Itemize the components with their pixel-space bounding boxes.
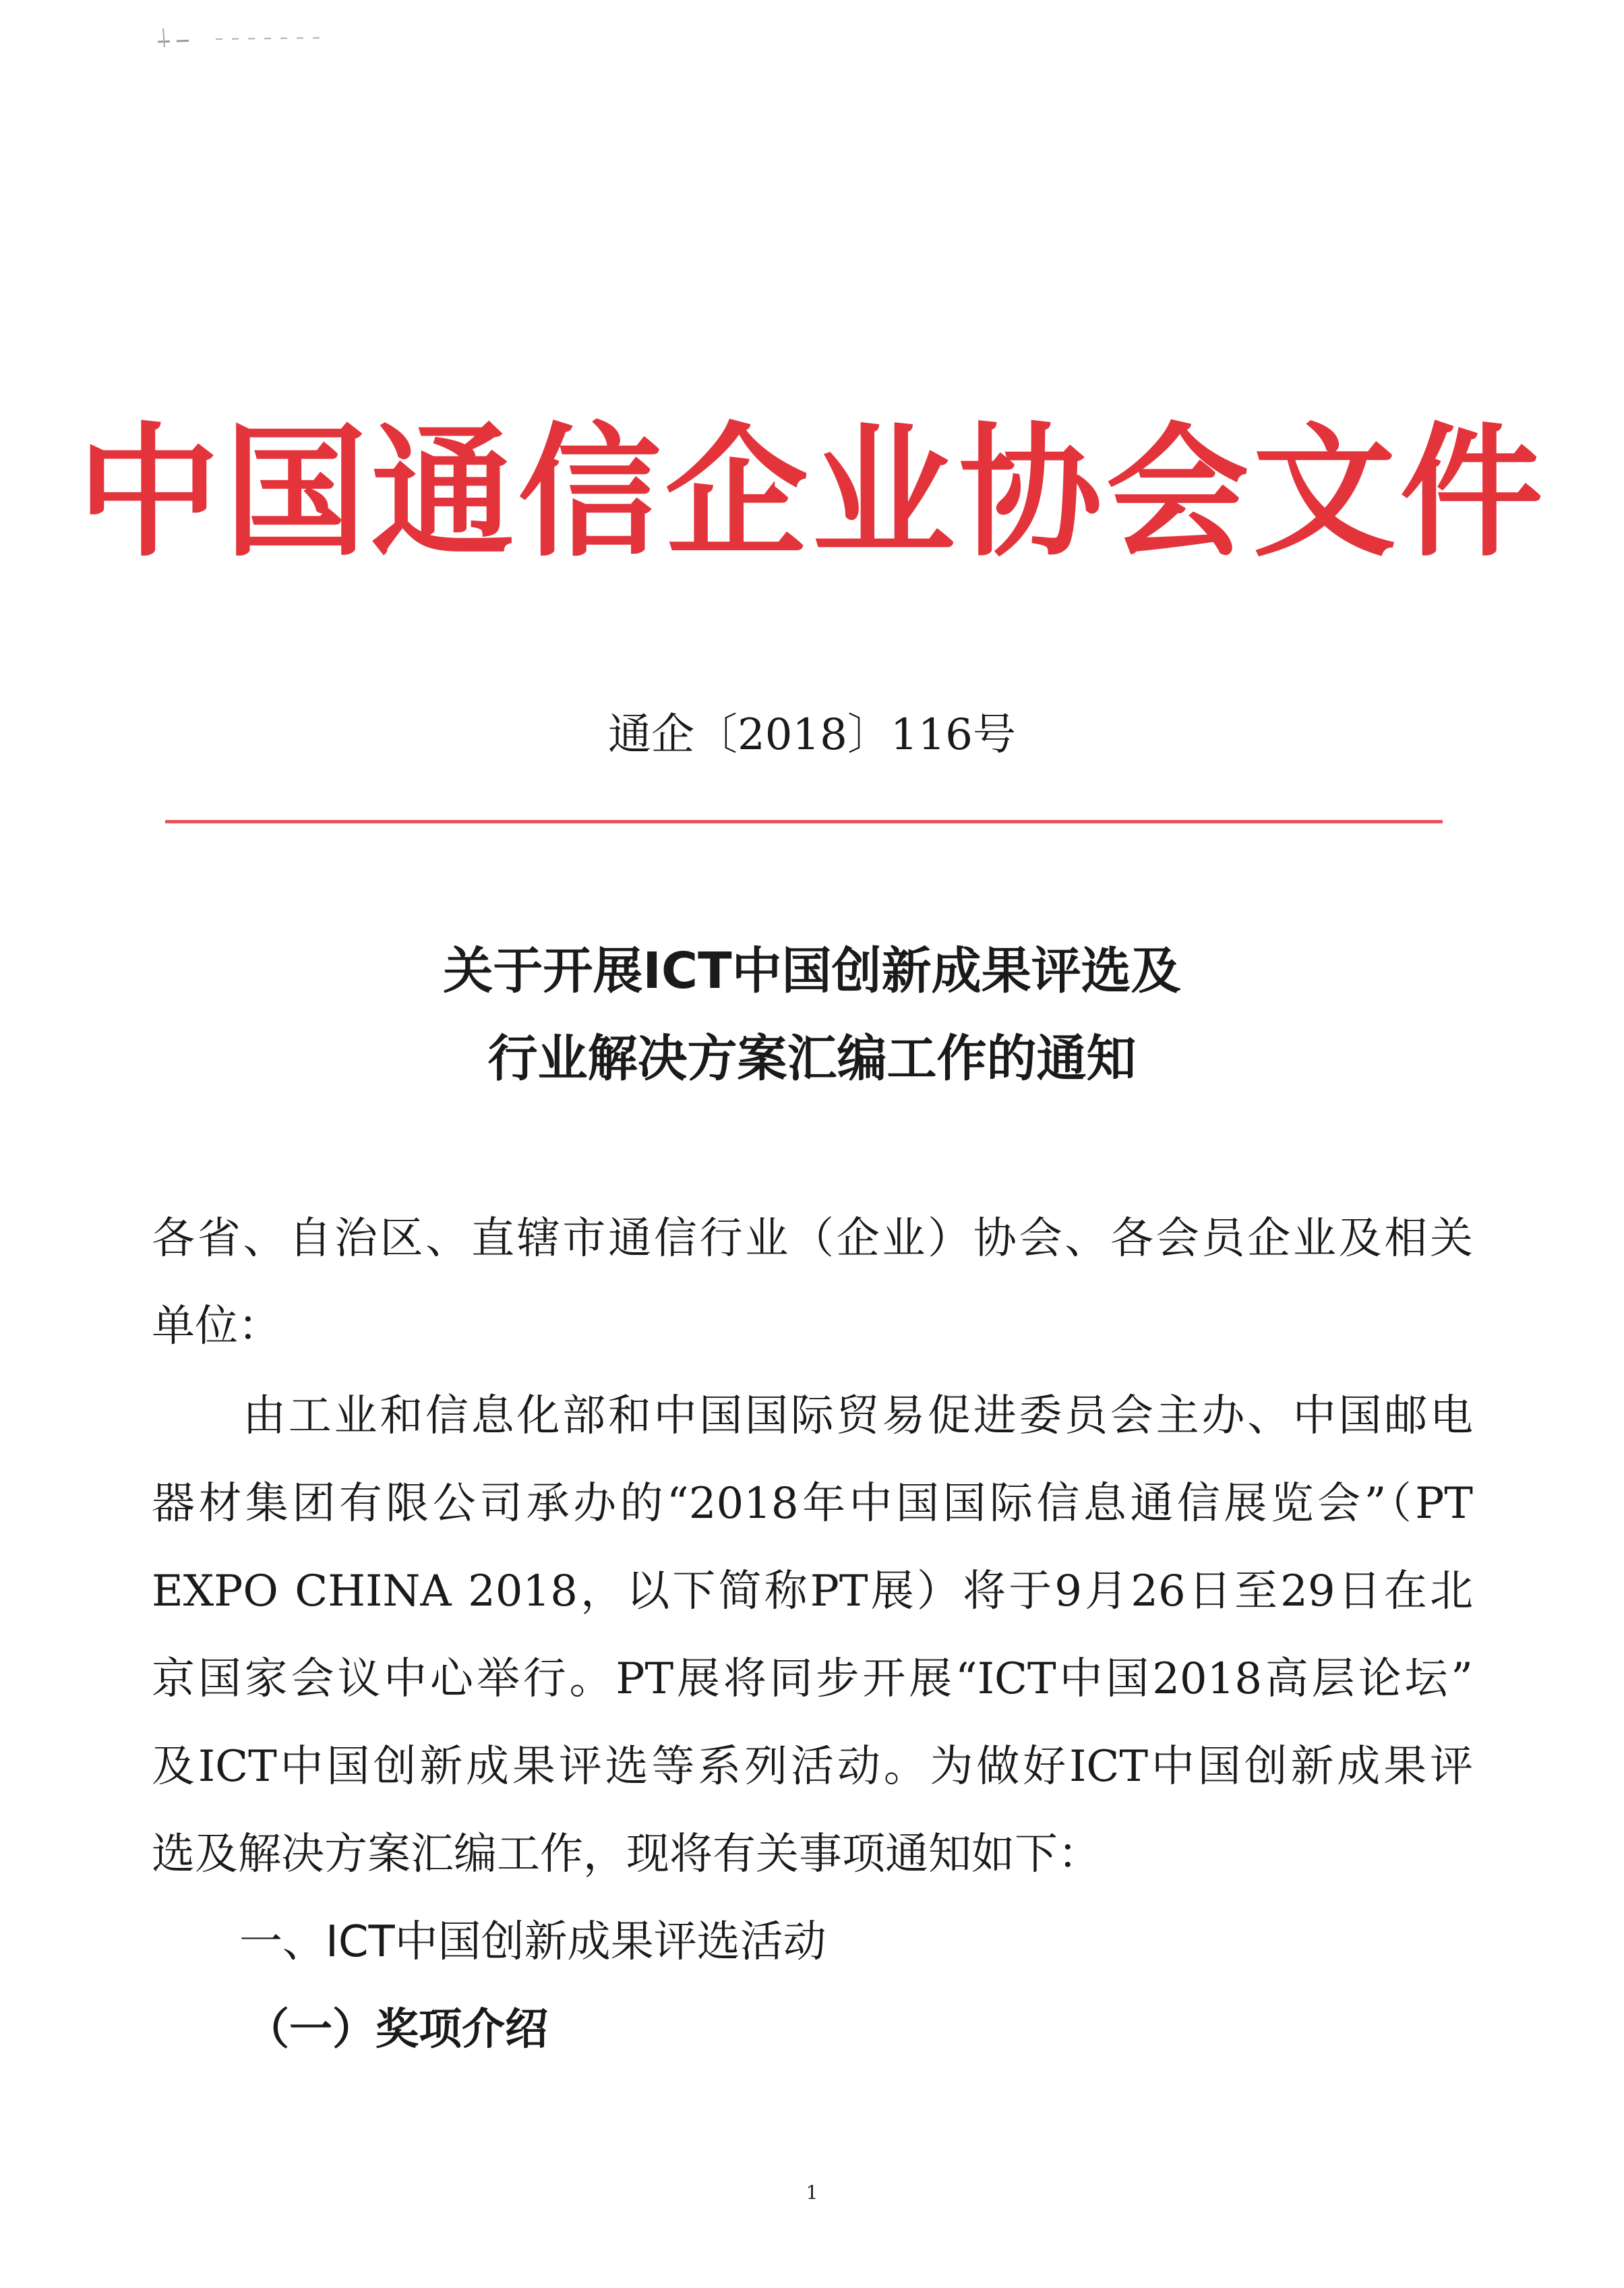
scan-mark bbox=[155, 24, 330, 51]
addressee-line-1: 各省、自治区、直辖市通信行业（企业）协会、各会员企业及相关 bbox=[152, 1214, 1473, 1264]
paragraph-line-4: 京国家会议中心举行。PT展将同步开展“ICT中国2018高层论坛” bbox=[152, 1654, 1473, 1704]
notice-title-line-1: 关于开展ICT中国创新成果评选及 bbox=[443, 942, 1181, 1000]
page-number: 1 bbox=[806, 2181, 818, 2204]
paragraph-line-3: EXPO CHINA 2018，以下简称PT展）将于9月26日至29日在北 bbox=[152, 1566, 1473, 1616]
subsection-heading: （一）奖项介绍 bbox=[246, 2005, 548, 2055]
notice-title-line-2: 行业解决方案汇编工作的通知 bbox=[487, 1030, 1137, 1088]
paragraph-line-5: 及ICT中国创新成果评选等系列活动。为做好ICT中国创新成果评 bbox=[152, 1742, 1473, 1792]
section-heading: 一、ICT中国创新成果评选活动 bbox=[239, 1917, 826, 1967]
document-number: 通企〔2018〕116号 bbox=[607, 710, 1017, 760]
header-divider bbox=[165, 820, 1443, 823]
paragraph-line-1: 由工业和信息化部和中国国际贸易促进委员会主办、中国邮电 bbox=[243, 1391, 1473, 1441]
paragraph-line-6: 选及解决方案汇编工作，现将有关事项通知如下： bbox=[152, 1829, 1101, 1879]
paragraph-line-2: 器材集团有限公司承办的“2018年中国国际信息通信展览会”（PT bbox=[152, 1479, 1473, 1529]
addressee-line-2: 单位： bbox=[152, 1301, 281, 1351]
document-header-title: 中国通信企业协会文件 bbox=[77, 408, 1547, 576]
